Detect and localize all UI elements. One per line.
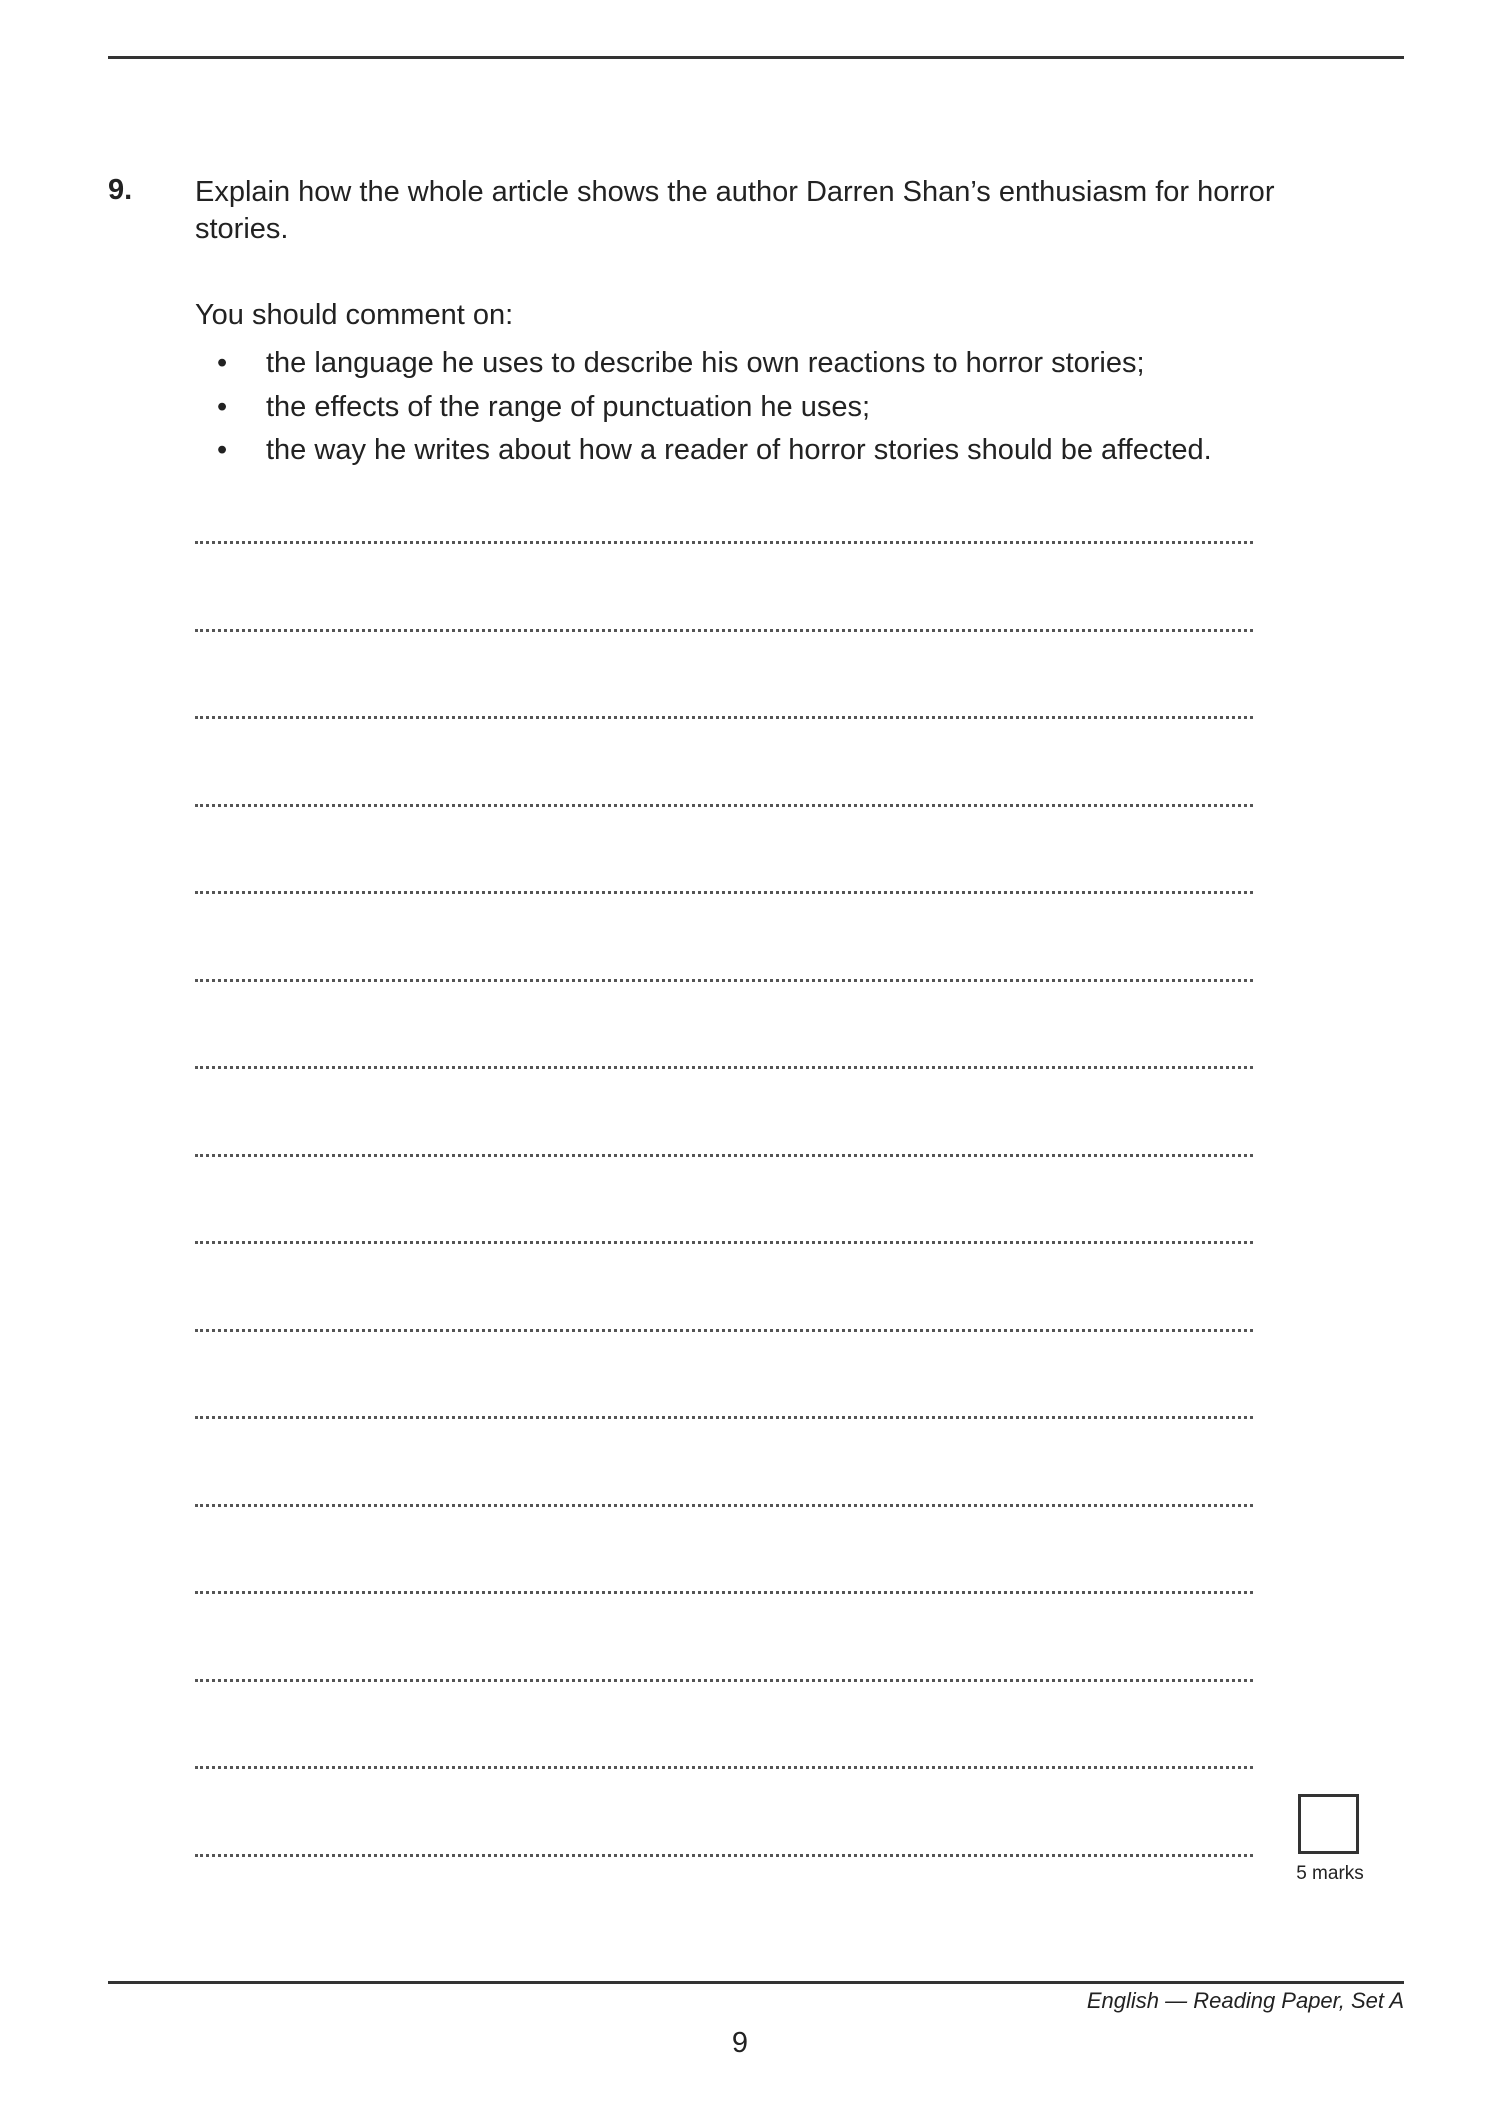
answer-line[interactable] <box>195 1766 1253 1769</box>
comment-point <box>195 342 1212 386</box>
answer-line[interactable] <box>195 979 1253 982</box>
answer-line[interactable] <box>195 716 1253 719</box>
answer-line[interactable] <box>195 1854 1253 1857</box>
answer-line[interactable] <box>195 1416 1253 1419</box>
bullet-icon: • <box>217 434 228 466</box>
comment-points-list <box>195 342 1212 473</box>
comment-point-text: the effects of the range of punctuation he uses; <box>266 390 871 423</box>
answer-line[interactable] <box>195 804 1253 807</box>
question-intro: You should comment on: <box>195 299 514 331</box>
answer-line[interactable] <box>195 1504 1253 1507</box>
page-number: 9 <box>731 2027 749 2059</box>
answer-line[interactable] <box>195 1591 1253 1594</box>
comment-point <box>195 429 1212 473</box>
answer-line[interactable] <box>195 1329 1253 1332</box>
paper-title: English — Reading Paper, Set A <box>1086 1988 1404 2013</box>
answer-line[interactable] <box>195 541 1253 544</box>
top-rule <box>108 56 1404 59</box>
comment-point-text: the language he uses to describe his own reactions to horror stories; <box>266 347 1145 379</box>
marks-box[interactable] <box>1298 1794 1359 1854</box>
comment-point <box>195 386 1212 430</box>
answer-line[interactable] <box>195 1066 1253 1069</box>
bullet-icon: • <box>217 347 228 379</box>
answer-line[interactable] <box>195 1154 1253 1157</box>
comment-point-text: the way he writes about how a reader of horror stories should be affected. <box>266 434 1212 466</box>
answer-line[interactable] <box>195 891 1253 894</box>
bullet-icon: • <box>217 390 228 423</box>
question-number: 9. <box>108 174 133 206</box>
marks-label: 5 marks <box>1296 1863 1364 1884</box>
question-text: Explain how the whole article shows the author Darren Shan’s enthusiasm for horror stories. <box>195 176 1275 245</box>
answer-line[interactable] <box>195 629 1253 632</box>
bottom-rule <box>108 1981 1404 1984</box>
answer-line[interactable] <box>195 1241 1253 1244</box>
answer-line[interactable] <box>195 1679 1253 1682</box>
